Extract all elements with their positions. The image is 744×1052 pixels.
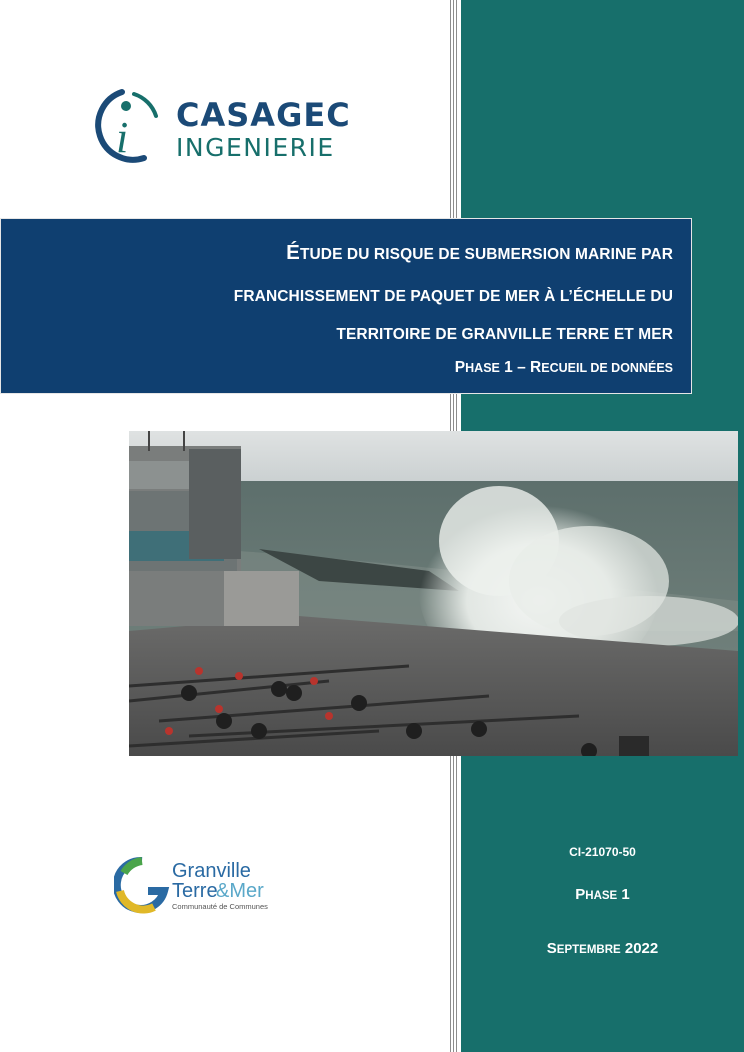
gtm-line2b: &Mer xyxy=(216,880,264,902)
phase-initial: P xyxy=(575,886,586,903)
subtitle-initial: P xyxy=(454,359,466,376)
title-text: TERRITOIRE DE GRANVILLE TERRE ET MER xyxy=(336,326,673,343)
document-reference: CI-21070-50 xyxy=(569,845,636,859)
logo-initial: i xyxy=(116,113,129,162)
gtm-line1: Granville xyxy=(172,860,251,882)
subtitle-initial: R xyxy=(530,359,542,376)
brand-line1: CASAGEC xyxy=(176,96,351,134)
title-line-2 xyxy=(234,283,673,307)
cover-photo xyxy=(129,431,738,756)
granville-terre-mer-logo xyxy=(114,855,314,915)
logo-dot-icon xyxy=(121,101,131,111)
title-line-1 xyxy=(286,241,673,265)
title-line-3 xyxy=(336,321,673,345)
subtitle-number: 1 – xyxy=(499,359,531,376)
title-text: FRANCHISSEMENT DE PAQUET DE MER À L’ÉCHELLE DU xyxy=(233,288,673,305)
casagec-logo xyxy=(84,86,394,166)
subtitle-text: HASE xyxy=(465,361,500,375)
gtm-line2a: Terre xyxy=(172,880,218,902)
brand-line2: INGENIERIE xyxy=(176,133,335,162)
date-month: EPTEMBRE xyxy=(556,944,621,956)
phase-number: 1 xyxy=(617,886,630,903)
document-date xyxy=(461,940,744,958)
date-initial: S xyxy=(546,940,557,957)
title-text: TUDE DU RISQUE DE SUBMERSION MARINE PAR xyxy=(299,246,673,263)
document-phase xyxy=(461,886,744,904)
date-year: 2022 xyxy=(620,940,659,957)
gtm-tagline: Communauté de Communes xyxy=(172,902,268,911)
title-initial: É xyxy=(286,241,300,264)
phase-text: HASE xyxy=(585,890,618,902)
subtitle-text: ECUEIL DE DONNÉES xyxy=(541,361,673,375)
title-block xyxy=(0,218,692,394)
subtitle xyxy=(455,359,673,377)
